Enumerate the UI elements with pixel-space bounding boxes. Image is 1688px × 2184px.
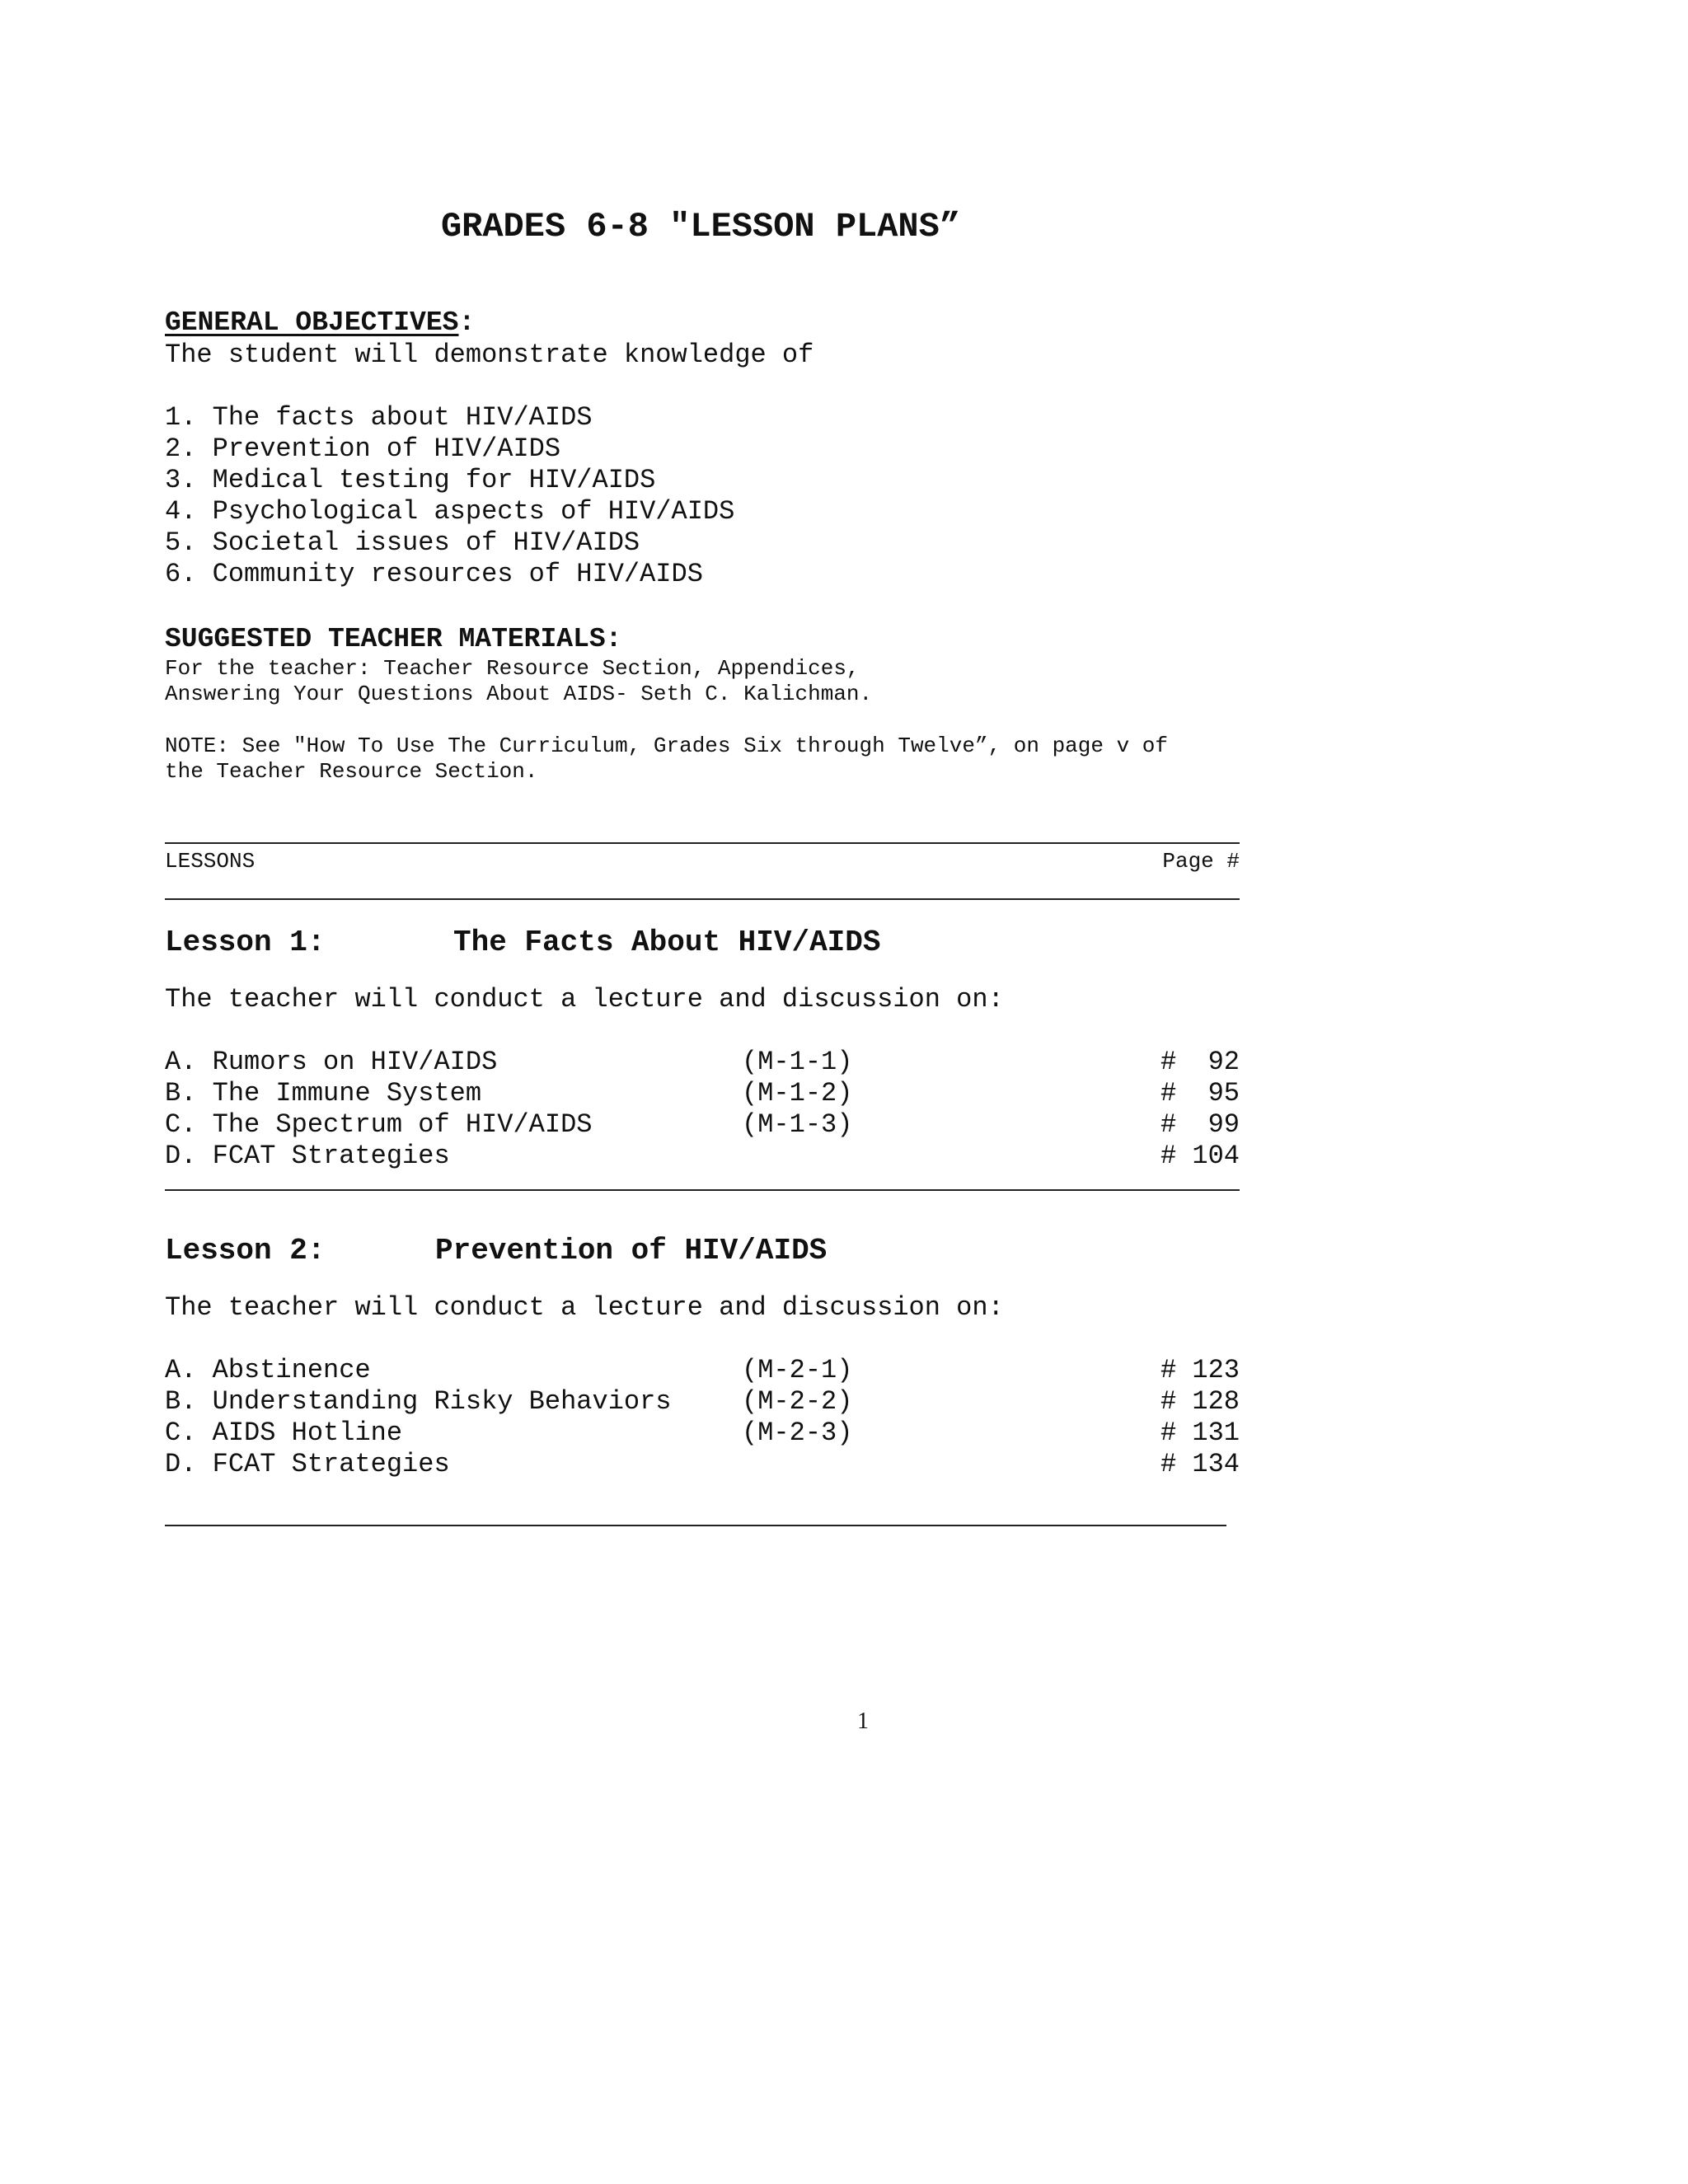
lesson-intro: The teacher will conduct a lecture and discussion on:: [165, 1292, 1004, 1323]
objectives-intro: The student will demonstrate knowledge of: [165, 340, 814, 370]
lesson-1-title: [165, 925, 1245, 961]
topic-name: C. AIDS Hotline: [165, 1418, 403, 1448]
topic-page: # 134: [1160, 1449, 1240, 1479]
lesson-topic-row: [165, 1355, 1240, 1386]
objective-item: 4. Psychological aspects of HIV/AIDS: [165, 496, 735, 527]
topic-code: (M-1-3): [742, 1109, 853, 1140]
objectives-list: [165, 402, 1245, 590]
topic-page: # 99: [1160, 1109, 1240, 1140]
general-objectives-section: [165, 307, 1245, 590]
materials-note: the Teacher Resource Section.: [165, 759, 538, 784]
topic-page: # 128: [1160, 1386, 1240, 1417]
lesson-2-topics: [165, 1355, 1245, 1480]
lesson-topic-row: [165, 1047, 1240, 1078]
materials-line: Answering Your Questions About AIDS- Seth C. Kalichman.: [165, 682, 873, 706]
topic-name: A. Abstinence: [165, 1355, 371, 1385]
lesson-2-section: [165, 1233, 1245, 1480]
objective-item: 3. Medical testing for HIV/AIDS: [165, 465, 656, 495]
general-objectives-heading: [165, 307, 1245, 340]
topic-name: A. Rumors on HIV/AIDS: [165, 1047, 498, 1077]
lesson-2-title: [165, 1233, 1245, 1269]
lesson-topic-row: [165, 1418, 1240, 1449]
lesson-topic-row: [165, 1386, 1240, 1418]
teacher-materials-section: [165, 623, 1245, 785]
divider: [165, 898, 1240, 900]
objective-item: 1. The facts about HIV/AIDS: [165, 402, 593, 433]
topic-code: (M-1-1): [742, 1047, 853, 1077]
topic-code: [742, 1449, 1088, 1480]
lesson-topic-row: [165, 1078, 1240, 1109]
topic-code: [742, 1141, 1088, 1172]
topic-page: # 92: [1160, 1047, 1240, 1077]
general-objectives-heading-text: GENERAL OBJECTIVES: [165, 307, 459, 338]
topic-code: (M-2-3): [742, 1418, 853, 1448]
lesson-topic-row: [165, 1449, 1240, 1480]
toc-header-page: Page #: [1162, 849, 1240, 874]
lesson-name: Prevention of HIV/AIDS: [435, 1234, 828, 1268]
objective-item: 2. Prevention of HIV/AIDS: [165, 434, 561, 464]
topic-page: # 123: [1160, 1355, 1240, 1385]
topic-code: (M-2-2): [742, 1386, 853, 1417]
materials-line: For the teacher: Teacher Resource Section, Appendices,: [165, 656, 860, 681]
lesson-number: Lesson 1:: [165, 926, 326, 959]
topic-name: B. The Immune System: [165, 1078, 482, 1108]
topic-name: D. FCAT Strategies: [165, 1449, 450, 1479]
objective-item: 5. Societal issues of HIV/AIDS: [165, 527, 640, 558]
toc-header-lessons: LESSONS: [165, 849, 256, 874]
objective-item: 6. Community resources of HIV/AIDS: [165, 559, 703, 589]
topic-name: C. The Spectrum of HIV/AIDS: [165, 1109, 593, 1140]
toc-header: [165, 849, 1245, 874]
page-number: 1: [857, 1708, 869, 1734]
lesson-number: Lesson 2:: [165, 1234, 326, 1268]
topic-page: # 104: [1160, 1141, 1240, 1171]
lesson-topic-row: [165, 1141, 1240, 1172]
topic-code: (M-2-1): [742, 1355, 853, 1385]
lesson-topic-row: [165, 1109, 1240, 1141]
divider: [165, 842, 1240, 844]
page-title: GRADES 6-8 "LESSON PLANS”: [440, 207, 961, 246]
teacher-materials-heading: SUGGESTED TEACHER MATERIALS:: [165, 624, 622, 654]
lesson-1-topics: [165, 1047, 1245, 1172]
lesson-name: The Facts About HIV/AIDS: [453, 926, 881, 959]
divider: [165, 1525, 1226, 1526]
topic-page: # 131: [1160, 1418, 1240, 1448]
topic-name: D. FCAT Strategies: [165, 1141, 450, 1171]
lesson-intro: The teacher will conduct a lecture and discussion on:: [165, 984, 1004, 1015]
topic-code: (M-1-2): [742, 1078, 853, 1108]
general-objectives-heading-colon: :: [458, 307, 476, 338]
topic-name: B. Understanding Risky Behaviors: [165, 1386, 672, 1417]
divider: [165, 1189, 1240, 1191]
materials-note: NOTE: See "How To Use The Curriculum, Grades Six through Twelve”, on page v of: [165, 733, 1168, 758]
lesson-1-section: [165, 925, 1245, 1172]
topic-page: # 95: [1160, 1078, 1240, 1108]
